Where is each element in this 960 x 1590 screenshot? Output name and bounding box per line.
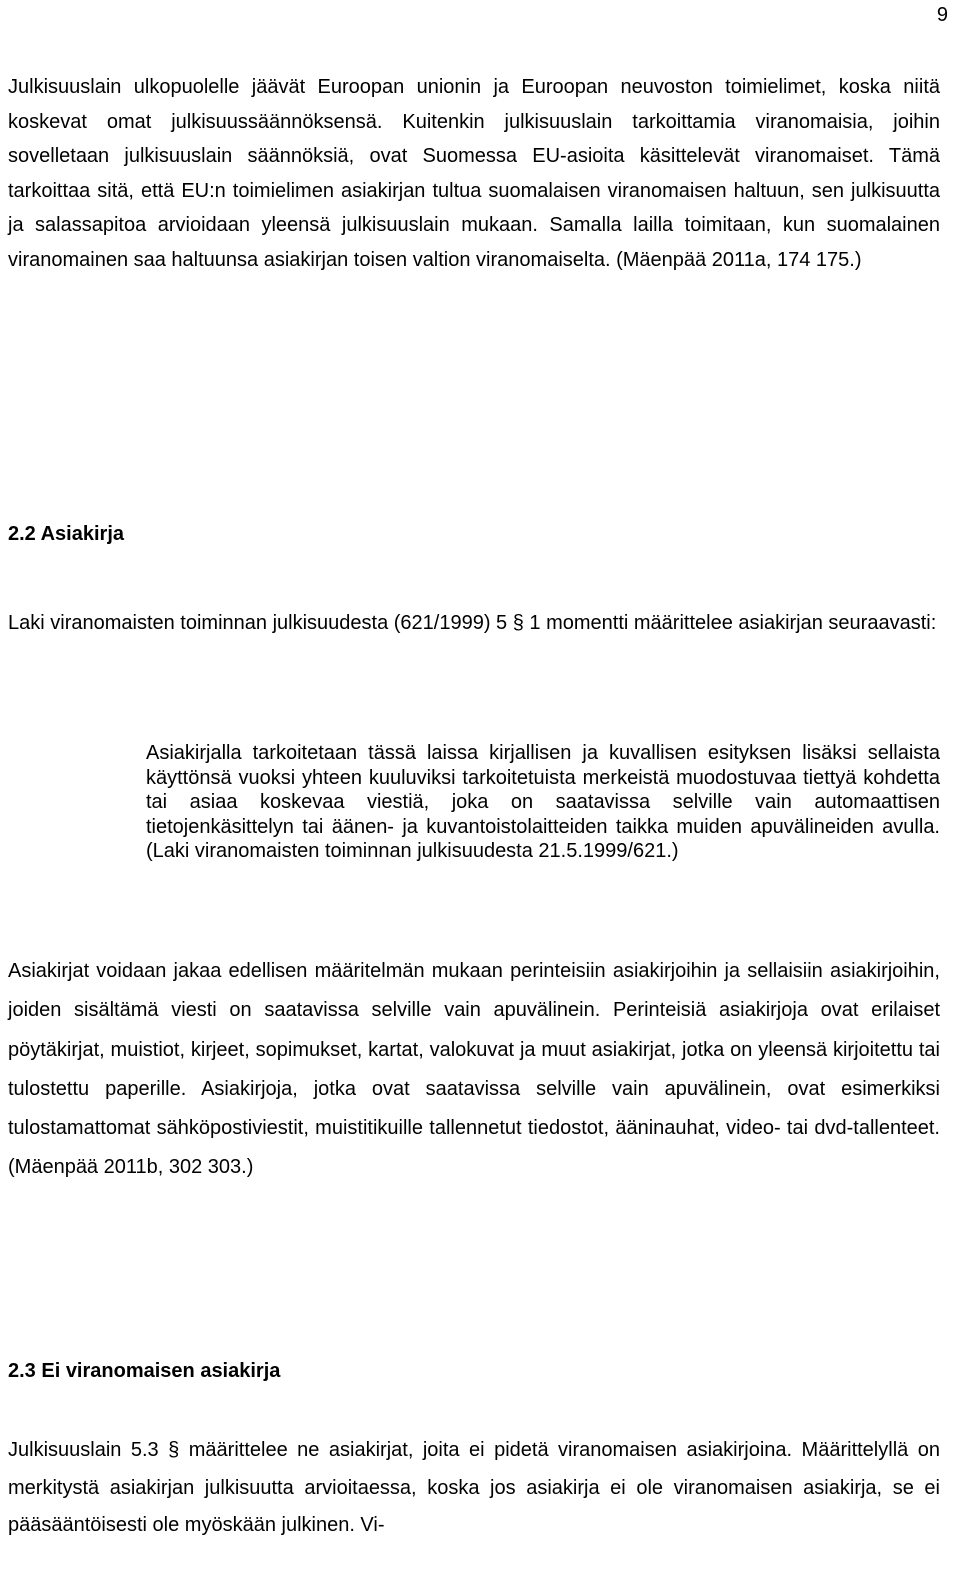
page-number: 9: [936, 4, 948, 26]
section-heading-non-official-document: 2.3 Ei viranomaisen asiakirja: [8, 1360, 281, 1382]
paragraph-law-definition-intro: Laki viranomaisten toiminnan julkisuudesta (621/1999) 5 § 1 momentti määrittelee asiakirjan seuraavasti:: [8, 612, 937, 634]
paragraph-document-types: Asiakirjat voidaan jakaa edellisen määritelmän mukaan perinteisiin asiakirjoihin ja sellaisiin asiakirjoihin, joiden sisältämä viesti on saatavissa selville vain apuvälinein. Perinteisiä asiakirjoja ovat erilaiset pöytäkirjat, muistiot, kirjeet, sopimukset, kartat, valokuvat ja muut asiakirjat, jotka on yleensä kirjoitettu tai tulostettu paperille. Asiakirjoja, jotka ovat saatavissa selville vain apuvälinein, ovat esimerkiksi tulostamattomat sähköpostiviestit, muistitikuille tallennetut tiedostot, ääninauhat, video- tai dvd-tallenteet. (Mäenpää 2011b, 302 303.): [8, 960, 940, 1179]
law-quote: Asiakirjalla tarkoitetaan tässä laissa kirjallisen ja kuvallisen esityksen lisäksi sellaista käyttönsä vuoksi yhteen kuuluviksi tarkoitetuista merkeistä muodostuvaa tiettyä kohdetta tai asiaa koskevaa viestiä, joka on saatavissa selville vain automaattisen tietojenkäsittelyn tai äänen- ja kuvantoistolaitteiden taikka muiden apuvälineiden avulla. (Laki viranomaisten toiminnan julkisuudesta 21.5.1999/621.): [146, 742, 940, 862]
paragraph-eu-publicity: Julkisuuslain ulkopuolelle jäävät Euroopan unionin ja Euroopan neuvoston toimielimet, koska niitä koskevat omat julkisuussäännöksensä. Kuitenkin julkisuuslain tarkoittamia viranomaisia, joihin sovelletaan julkisuuslain säännöksiä, ovat Suomessa EU-asioita käsittelevät viranomaiset. Tämä tarkoittaa sitä, että EU:n toimielimen asiakirjan tultua suomalaisen viranomaisen haltuun, sen julkisuutta ja salassapitoa arvioidaan yleensä julkisuuslain mukaan. Samalla lailla toimitaan, kun suomalainen viranomainen saa haltuunsa asiakirjan toisen valtion viranomaiselta. (Mäenpää 2011a, 174 175.): [8, 76, 940, 271]
section-heading-asiakirja: 2.2 Asiakirja: [8, 523, 125, 545]
paragraph-non-official-definition: Julkisuuslain 5.3 § määrittelee ne asiakirjat, joita ei pidetä viranomaisen asiakirjoina. Määrittelyllä on merkitystä asiakirjan julkisuutta arvioitaessa, koska jos asiakirja ei ole viranomaisen asiakirja, se ei pääsääntöisesti ole myöskään julkinen. Vi-: [8, 1439, 940, 1536]
